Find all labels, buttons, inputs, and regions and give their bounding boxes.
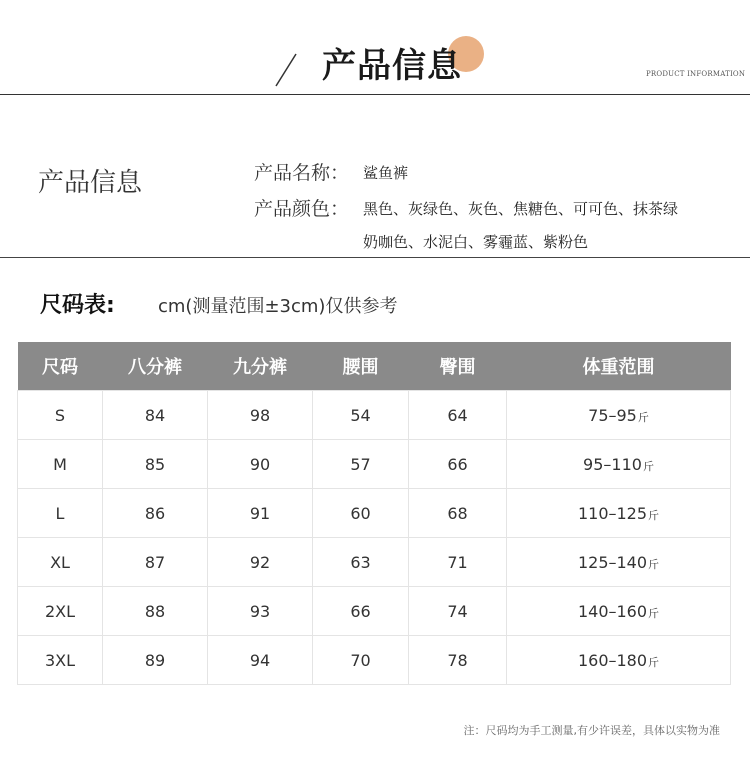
page-subtitle-en: PRODUCT INFORMATION [646,70,746,78]
cell-weight [507,636,731,685]
weight-value: 160–180 [577,650,648,670]
column-header-weight: 体重范围 [507,342,731,391]
cell-size: XL [18,538,103,587]
weight-value: 125–140 [577,552,648,572]
cell-weight [507,391,731,440]
cell-ninth: 98 [208,391,313,440]
weight-unit: 斤 [648,655,660,669]
cell-hip: 66 [409,440,507,489]
cell-weight [507,587,731,636]
info-heading: 产品信息 [38,168,143,198]
cell-eighth: 85 [103,440,208,489]
slash-decoration-icon [272,50,302,90]
cell-ninth: 91 [208,489,313,538]
cell-size: 2XL [18,587,103,636]
page-header [0,0,750,96]
cell-hip: 74 [409,587,507,636]
cell-hip: 68 [409,489,507,538]
size-table [17,342,731,685]
weight-unit: 斤 [637,410,649,424]
cell-eighth: 84 [103,391,208,440]
cell-weight [507,440,731,489]
top-divider [0,94,750,95]
weight-unit: 斤 [648,606,660,620]
cell-hip: 64 [409,391,507,440]
product-name-label: 产品名称： [254,162,350,184]
table-row [18,489,731,538]
table-row [18,391,731,440]
cell-eighth: 86 [103,489,208,538]
cell-waist: 54 [313,391,409,440]
cell-ninth: 93 [208,587,313,636]
cell-waist: 60 [313,489,409,538]
measurement-footnote: 注：尺码均为手工测量,有少许误差，具体以实物为准 [463,724,720,737]
cell-hip: 71 [409,538,507,587]
weight-unit: 斤 [648,557,660,571]
table-row [18,440,731,489]
weight-value: 75–95 [588,405,637,425]
product-name-value: 鲨鱼裤 [363,164,409,182]
column-header-eighth: 八分裤 [103,342,208,391]
table-row [18,587,731,636]
cell-size: 3XL [18,636,103,685]
cell-ninth: 94 [208,636,313,685]
page-title: 产品信息 [322,46,462,86]
weight-value: 95–110 [583,454,642,474]
cell-ninth: 90 [208,440,313,489]
cell-waist: 63 [313,538,409,587]
size-chart-title: 尺码表: [40,293,115,318]
cell-eighth: 89 [103,636,208,685]
weight-unit: 斤 [648,508,660,522]
cell-weight [507,538,731,587]
column-header-ninth: 九分裤 [208,342,313,391]
cell-waist: 57 [313,440,409,489]
cell-size: M [18,440,103,489]
cell-eighth: 88 [103,587,208,636]
table-row [18,538,731,587]
cell-ninth: 92 [208,538,313,587]
size-chart-note: cm(测量范围±3cm)仅供参考 [158,296,398,317]
cell-waist: 66 [313,587,409,636]
section-divider [0,257,750,258]
product-color-label: 产品颜色： [254,198,350,220]
weight-unit: 斤 [642,459,654,473]
cell-weight [507,489,731,538]
column-header-waist: 腰围 [313,342,409,391]
weight-value: 110–125 [577,503,648,523]
cell-size: L [18,489,103,538]
product-color-line-2: 奶咖色、水泥白、雾霾蓝、紫粉色 [363,233,589,251]
cell-waist: 70 [313,636,409,685]
cell-eighth: 87 [103,538,208,587]
column-header-hip: 臀围 [409,342,507,391]
cell-hip: 78 [409,636,507,685]
table-row [18,636,731,685]
cell-size: S [18,391,103,440]
product-color-line-1: 黑色、灰绿色、灰色、焦糖色、可可色、抹茶绿 [363,200,679,218]
weight-value: 140–160 [577,601,648,621]
column-header-size: 尺码 [18,342,103,391]
table-header-row [18,342,731,391]
